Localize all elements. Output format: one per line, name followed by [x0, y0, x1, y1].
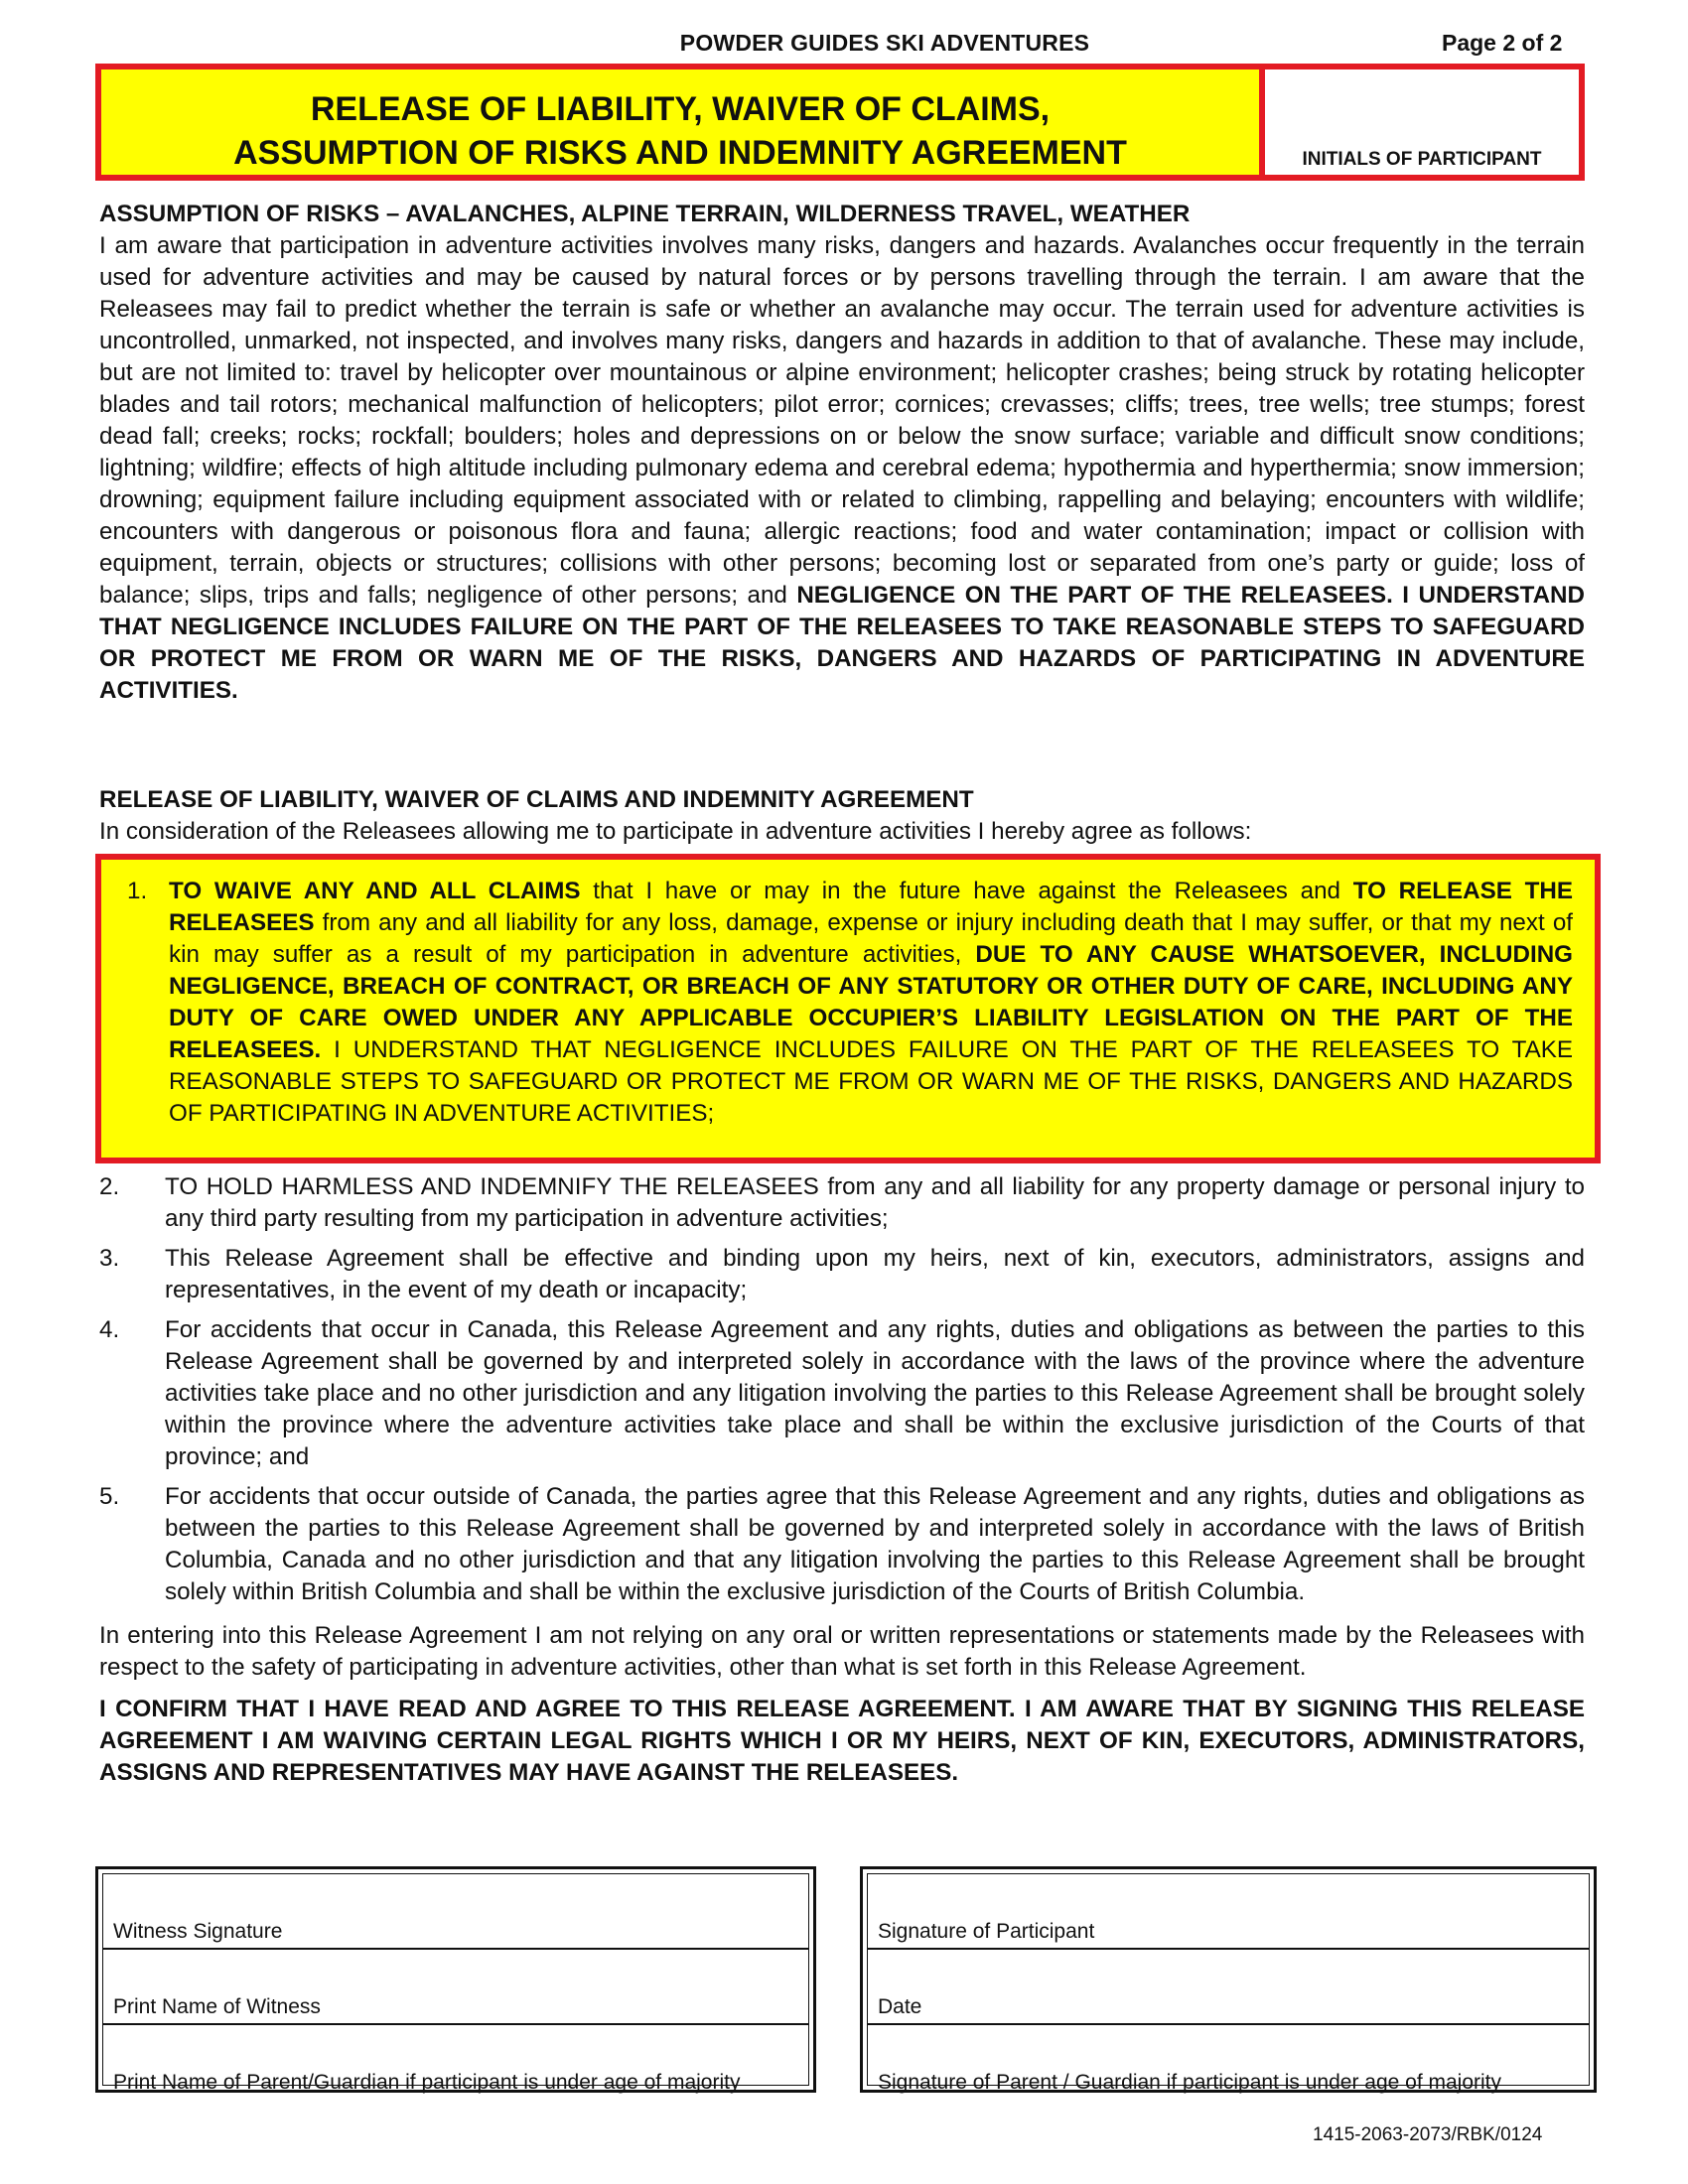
witness-signature-block [95, 1866, 816, 2093]
title-line-2: ASSUMPTION OF RISKS AND INDEMNITY AGREEMENT [233, 134, 1127, 172]
participant-signature-field[interactable] [868, 1874, 1589, 1950]
field-label: Date [878, 1995, 922, 2018]
risks-body-bold: NEGLIGENCE ON THE PART OF THE RELEASEES. I UNDERSTAND THAT NEGLIGENCE INCLUDES FAILURE ON THE PART OF THE RELEASEES TO TAKE REASONABLE STEPS TO SAFEGUARD OR PROTECT ME FROM OR WARN ME OF THE RISKS, DANGERS AND HAZARDS OF PARTICIPATING IN ADVENTURE ACTIVITIES. [99, 582, 1585, 704]
clause-text: For accidents that occur in Canada, this Release Agreement and any rights, duties and obligations as between the parties to this Release Agreement shall be governed by and interpreted solely in accordance with the laws of the province where the adventure activities take place and no other jurisdiction and any litigation involving the parties to this Release Agreement shall be brought solely within the province where the adventure activities take place and shall be within the exclusive jurisdiction of the Courts of that province; and [165, 1316, 1585, 1470]
clause-bold-2: TO RELEASE THE RELEASEES [169, 878, 1574, 936]
date-field[interactable] [868, 1950, 1589, 2025]
clause-text: For accidents that occur outside of Canada, the parties agree that this Release Agreement and any rights, duties and obligations as between the parties to this Release Agreement shall be governed by and interpreted solely in accordance with the laws of British Columbia, Canada and no other jurisdiction and that any litigation involving the parties to this Release Agreement shall be brought solely within British Columbia and shall be within the exclusive jurisdiction of the Courts of British Columbia. [165, 1483, 1585, 1605]
clause-text: TO HOLD HARMLESS AND INDEMNIFY THE RELEASEES from any and all liability for any property damage or personal injury to any third party resulting from my participation in adventure activities; [165, 1173, 1585, 1232]
clause-bold-1: TO WAIVE ANY AND ALL CLAIMS [169, 878, 581, 904]
clause-number: 3. [99, 1245, 120, 1272]
company-name: POWDER GUIDES SKI ADVENTURES [679, 30, 1090, 56]
page-number: Page 2 of 2 [1442, 30, 1563, 56]
clause-number: 5. [99, 1483, 120, 1510]
clause-text-3: I UNDERSTAND THAT NEGLIGENCE INCLUDES FAILURE ON THE PART OF THE RELEASEES TO TAKE REASONABLE STEPS TO SAFEGUARD OR PROTECT ME FROM OR WARN ME OF THE RISKS, DANGERS AND HAZARDS OF PARTICIPATING IN ADVENTURE ACTIVITIES; [169, 1036, 1573, 1127]
clause-item [99, 1481, 1585, 1608]
clause-text-1: that I have or may in the future have against the Releasees and [580, 878, 1353, 904]
witness-name-field[interactable] [103, 1950, 808, 2025]
title-banner [95, 64, 1585, 181]
clause-number: 2. [99, 1173, 120, 1200]
clause-item [99, 1314, 1585, 1473]
clause-text [169, 876, 1573, 1130]
field-label: Signature of Parent / Guardian if participant is under age of majority [878, 2071, 1502, 2094]
clause-number: 4. [99, 1316, 120, 1343]
initials-label: INITIALS OF PARTICIPANT [1302, 149, 1542, 170]
document-code: 1415-2063-2073/RBK/0124 [1313, 2124, 1543, 2145]
assumption-of-risks-section [99, 199, 1585, 707]
release-heading: RELEASE OF LIABILITY, WAIVER OF CLAIMS AND INDEMNITY AGREEMENT [99, 786, 974, 813]
clause-item [99, 1243, 1585, 1306]
clause-text: This Release Agreement shall be effective and binding upon my heirs, next of kin, executors, administrators, assigns and representatives, in the event of my death or incapacity; [165, 1245, 1585, 1303]
highlighted-clause-1 [95, 854, 1601, 1163]
guardian-name-field[interactable] [103, 2025, 808, 2099]
initials-field[interactable] [1259, 69, 1579, 175]
clause-list [99, 1171, 1585, 1797]
guardian-signature-field[interactable] [868, 2025, 1589, 2099]
confirmation-statement: I CONFIRM THAT I HAVE READ AND AGREE TO THIS RELEASE AGREEMENT. I AM AWARE THAT BY SIGNING THIS RELEASE AGREEMENT I AM WAIVING CERTAIN LEGAL RIGHTS WHICH I OR MY HEIRS, NEXT OF KIN, EXECUTORS, ADMINISTRATORS, ASSIGNS AND REPRESENTATIVES MAY HAVE AGAINST THE RELEASEES. [99, 1696, 1585, 1786]
closing-paragraph: In entering into this Release Agreement I am not relying on any oral or written representations or statements made by the Releasees with respect to the safety of participating in adventure activities, other than what is set forth in this Release Agreement. [99, 1622, 1585, 1681]
risks-body [99, 230, 1585, 707]
clause-item [99, 1171, 1585, 1235]
field-label: Witness Signature [113, 1920, 283, 1943]
clause-bold-3: DUE TO ANY CAUSE WHATSOEVER, INCLUDING NEGLIGENCE, BREACH OF CONTRACT, OR BREACH OF ANY STATUTORY OR OTHER DUTY OF CARE, INCLUDING ANY DUTY OF CARE OWED UNDER ANY APPLICABLE OCCUPIER’S LIABILITY LEGISLATION ON THE PART OF THE RELEASEES. [169, 941, 1573, 1063]
release-section [99, 784, 1585, 848]
witness-signature-field[interactable] [103, 1874, 808, 1950]
field-label: Print Name of Witness [113, 1995, 321, 2018]
risks-heading: ASSUMPTION OF RISKS – AVALANCHES, ALPINE TERRAIN, WILDERNESS TRAVEL, WEATHER [99, 201, 1191, 227]
clause-text-2: from any and all liability for any loss, damage, expense or injury including death that I may suffer, or that my next of kin may suffer as a result of my participation in adventure activities, [169, 909, 1573, 968]
release-intro: In consideration of the Releasees allowing me to participate in adventure activities I hereby agree as follows: [99, 818, 1252, 845]
field-label: Signature of Participant [878, 1920, 1095, 1943]
title-line-1: RELEASE OF LIABILITY, WAIVER OF CLAIMS, [310, 90, 1051, 128]
document-title [101, 87, 1259, 175]
risks-body-text: I am aware that participation in adventure activities involves many risks, dangers and hazards. Avalanches occur frequently in the terrain used for adventure activities and may be caused by natural forces or by persons travelling through the terrain. I am aware that the Releasees may fail to predict whether the terrain is safe or whether an avalanche may occur. The terrain used for adventure activities is uncontrolled, unmarked, not inspected, and involves many risks, dangers and hazards in addition to that of avalanche. These may include, but are not limited to: travel by helicopter over mountainous or alpine environment; helicopter crashes; being struck by rotating helicopter blades and tail rotors; mechanical malfunction of helicopters; pilot error; cornices; crevasses; cliffs; trees, tree wells; tree stumps; forest dead fall; creeks; rocks; rockfall; boulders; holes and depressions on or below the snow surface; variable and difficult snow conditions; lightning; wildfire; effects of high altitude including pulmonary edema and cerebral edema; hypothermia and hyperthermia; snow immersion; drowning; equipment failure including equipment associated with or related to climbing, rappelling and belaying; encounters with wildlife; encounters with dangerous or poisonous flora and fauna; allergic reactions; food and water contamination; impact or collision with equipment, terrain, objects or structures; collisions with other persons; becoming lost or separated from one’s party or guide; loss of balance; slips, trips and falls; negligence of other persons; and [99, 232, 1585, 609]
clause-number: 1. [127, 878, 148, 904]
field-label: Print Name of Parent/Guardian if participant is under age of majority [113, 2071, 741, 2094]
participant-signature-block [860, 1866, 1597, 2093]
